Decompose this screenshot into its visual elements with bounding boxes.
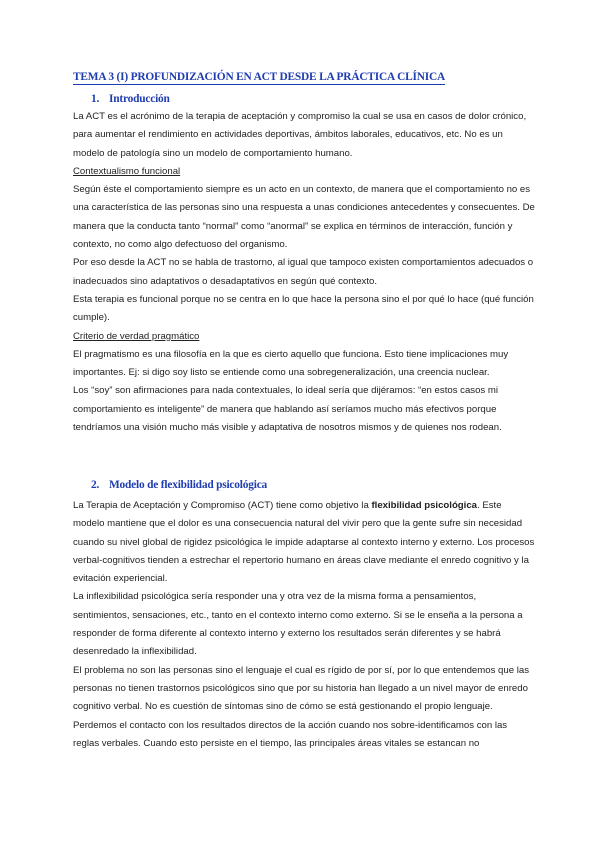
contextualismo-paragraph-3: Esta terapia es funcional porque no se centra en lo que hace la persona sino el por qué lo hace (qué función cumple).	[73, 293, 534, 324]
contextualismo-paragraph-1: Según éste el comportamiento siempre es un acto en un contexto, de manera que el comportamiento no es una característica de las personas sino una respuesta a unas condiciones antecedentes y consecuentes. De manera que la conducta tanto “normal” como “anormal” se explica en términos de interacción, función y contexto, no como algo defectuoso del organismo.	[73, 184, 535, 251]
section-1-title: Introducción	[109, 93, 170, 105]
section-2-heading	[91, 479, 267, 491]
criterio-paragraph-1: El pragmatismo es una filosofía en la que es cierto aquello que funciona. Esto tiene implicaciones muy importantes. Ej: si digo soy listo se entiende como una sobregeneralización, una creencia nuclear.	[73, 348, 509, 379]
p1-text-after: . Este modelo mantiene que el dolor es una consecuencia natural del vivir pero que la gente sufre sin necesidad cuando su nivel global de rigidez psicológica le impide adaptarse al contexto interno y externo. Los procesos verbal-cognitivos tienden a estrechar el repertorio humano en áreas clave mediante el enredo cognitivo y la evitación experiencial.	[73, 500, 535, 585]
contextualismo-paragraph-2: Por eso desde la ACT no se habla de trastorno, al igual que tampoco existen comportamientos adecuados o inadecuados sino adaptativos o desadaptativos en según qué contexto.	[73, 257, 534, 287]
section-2-title: Modelo de flexibilidad psicológica	[109, 479, 268, 491]
section-2-number: 2.	[91, 479, 100, 491]
section-2-body	[73, 497, 535, 753]
subheading-contextualismo: Contextualismo funcional	[73, 165, 181, 177]
flexibilidad-paragraph-1	[73, 497, 535, 588]
flexibilidad-paragraph-4: Perdemos el contacto con los resultados directos de la acción cuando nos sobre-identificamos con las reglas verbales. Cuando esto persiste en el tiempo, las principales áreas vitales se estancan no	[73, 719, 508, 749]
intro-paragraph: La ACT es el acrónimo de la terapia de aceptación y compromiso la cual se usa en casos de dolor crónico, para aumentar el rendimiento en actividades deportivas, ámbitos laborales, educativos, etc. No es un modelo de patología sino un modelo de comportamiento humano.	[73, 111, 527, 159]
flexibilidad-paragraph-3: El problema no son las personas sino el lenguaje el cual es rígido de por sí, por lo que entendemos que las personas no tienen trastornos psicológicos sino que por su historia han llegado a un nivel mayor de enredo cognitivo verbal. No es cuestión de síntomas sino de cómo se está gestionando el propio lenguaje.	[73, 664, 529, 713]
title-underline	[73, 84, 445, 85]
document-title: TEMA 3 (I) PROFUNDIZACIÓN EN ACT DESDE LA PRÁCTICA CLÍNICA	[73, 71, 446, 83]
criterio-paragraph-2: Los “soy” son afirmaciones para nada contextuales, lo ideal sería que dijéramos: “en estos casos mi comportamiento es inteligente” de manera que hablando así seríamos mucho más efectivos porque tendríamos una visión mucho más visible y adaptativa de nosotros mismos y de quienes nos rodean.	[73, 385, 502, 434]
section-1-number: 1.	[91, 93, 100, 105]
p1-bold-term: flexibilidad psicológica	[371, 500, 478, 511]
p1-text-before: La Terapia de Aceptación y Compromiso (ACT) tiene como objetivo la	[73, 500, 372, 511]
flexibilidad-paragraph-2: La inflexibilidad psicológica sería responder una y otra vez de la misma forma a pensamientos, sentimientos, sensaciones, etc., tanto en el contexto interno como externo. Si se le enseña a la persona a responder de forma diferente al contexto interno y externo los resultados serán diferentes y se habrá desenredado la inflexibilidad.	[73, 591, 523, 658]
section-1-body	[73, 108, 535, 437]
subheading-criterio: Criterio de verdad pragmático	[73, 330, 200, 342]
section-1-heading	[91, 93, 170, 105]
